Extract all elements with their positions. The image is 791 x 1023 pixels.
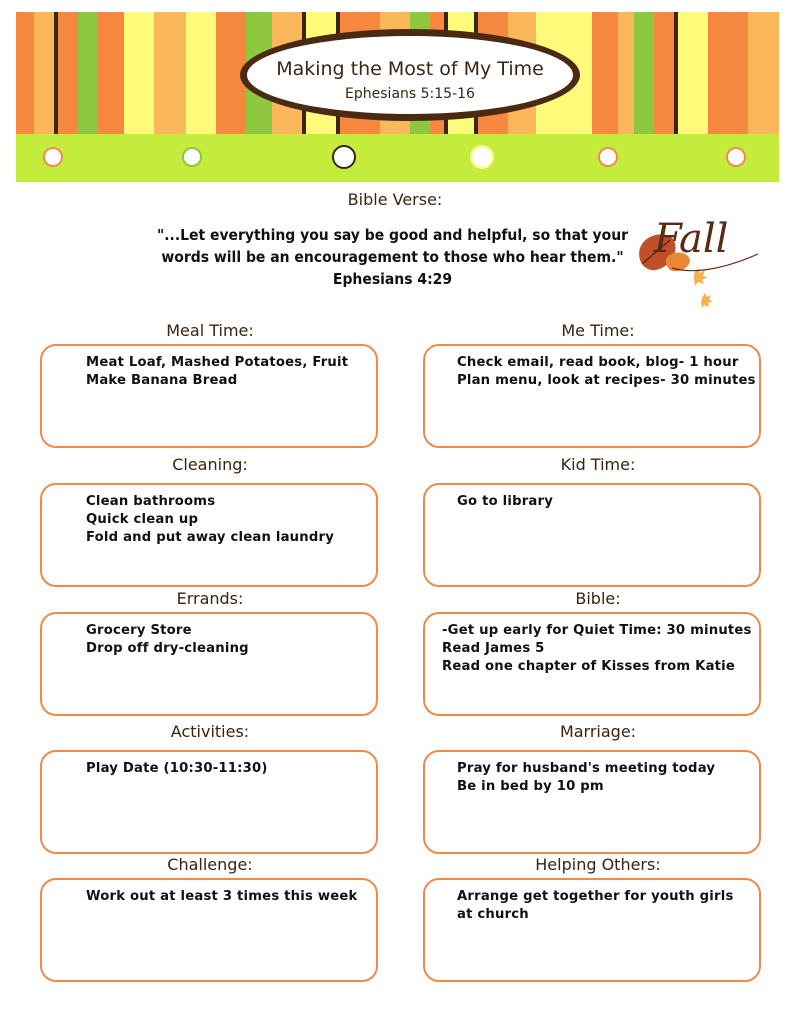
section-label: Cleaning:: [172, 455, 248, 474]
page-title: Making the Most of My Time: [276, 58, 544, 80]
section-box-errands: [40, 612, 378, 716]
section-label: Kid Time:: [560, 455, 636, 474]
section-label: Bible:: [575, 589, 621, 608]
section-items: [86, 493, 366, 547]
header-banner: [16, 12, 779, 182]
binder-hole: [598, 147, 618, 167]
list-item: Plan menu, look at recipes- 30 minutes: [457, 373, 756, 388]
section-label: Marriage:: [559, 722, 637, 741]
list-item: -Get up early for Quiet Time: 30 minutes: [442, 623, 752, 638]
section-label: Meal Time:: [166, 321, 254, 340]
fall-logo: [632, 208, 762, 310]
green-band: [16, 134, 779, 182]
list-item: Go to library: [457, 494, 554, 509]
section-items: [457, 493, 749, 511]
section-label: Challenge:: [167, 855, 253, 874]
section-label: Errands:: [176, 589, 244, 608]
section-items: [442, 622, 752, 676]
list-item: Clean bathrooms: [86, 494, 216, 509]
binder-hole: [726, 147, 746, 167]
list-item: Drop off dry-cleaning: [86, 641, 249, 656]
section-box-kid-time: [423, 483, 761, 587]
section-box-helping-others: [423, 878, 761, 982]
page-subtitle: Ephesians 5:15-16: [345, 86, 475, 102]
bible-verse-line: "...Let everything you say be good and helpful, so that your: [156, 226, 629, 244]
section-items: [86, 888, 366, 906]
list-item: Be in bed by 10 pm: [457, 779, 604, 794]
list-item: Read one chapter of Kisses from Katie: [442, 659, 736, 674]
section-items: [457, 354, 756, 390]
list-item: Meat Loaf, Mashed Potatoes, Fruit: [86, 355, 349, 370]
section-box-meal-time: [40, 344, 378, 448]
list-item: at church: [457, 907, 529, 922]
list-item: Play Date (10:30-11:30): [86, 761, 268, 776]
fall-logo-text: Fall: [654, 216, 729, 262]
list-item: Work out at least 3 times this week: [86, 889, 358, 904]
section-box-challenge: [40, 878, 378, 982]
bible-verse-reference: Ephesians 4:29: [332, 270, 453, 288]
section-items: [86, 760, 366, 778]
section-label: Me Time:: [561, 321, 635, 340]
binder-hole: [43, 147, 63, 167]
list-item: Arrange get together for youth girls: [457, 889, 734, 904]
section-items: [457, 760, 749, 796]
section-items: [457, 888, 749, 924]
list-item: Quick clean up: [86, 512, 199, 527]
binder-hole: [470, 145, 494, 169]
list-item: Read James 5: [442, 641, 545, 656]
section-box-activities: [40, 750, 378, 854]
bible-verse-label: Bible Verse:: [347, 190, 443, 209]
section-box-cleaning: [40, 483, 378, 587]
section-label: Helping Others:: [535, 855, 661, 874]
list-item: Check email, read book, blog- 1 hour: [457, 355, 739, 370]
bible-verse: [150, 224, 635, 290]
section-items: [86, 354, 366, 390]
bible-verse-line: words will be an encouragement to those who hear them.": [161, 248, 624, 266]
list-item: Grocery Store: [86, 623, 192, 638]
list-item: Make Banana Bread: [86, 373, 238, 388]
section-box-me-time: [423, 344, 761, 448]
section-label: Activities:: [170, 722, 250, 741]
binder-hole: [182, 147, 202, 167]
list-item: Pray for husband's meeting today: [457, 761, 716, 776]
section-items: [86, 622, 366, 658]
title-oval: [240, 29, 580, 121]
section-box-marriage: [423, 750, 761, 854]
section-box-bible: [423, 612, 761, 716]
binder-hole: [332, 145, 356, 169]
list-item: Fold and put away clean laundry: [86, 530, 334, 545]
